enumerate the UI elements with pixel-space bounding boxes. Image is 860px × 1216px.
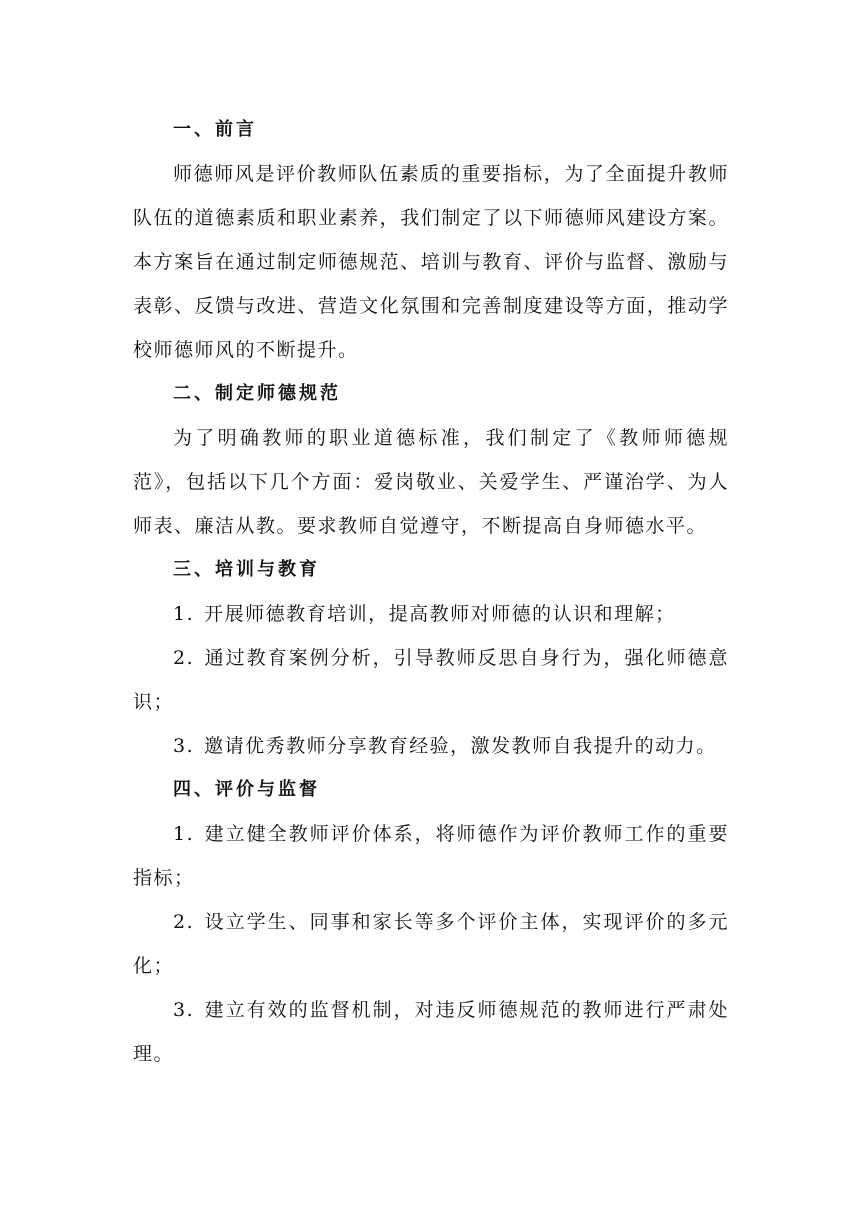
document-body bbox=[133, 108, 729, 1076]
item-text: 开展师德教育培训，提高教师对师德的认识和理解； bbox=[204, 603, 676, 625]
preface-paragraph: 师德师风是评价教师队伍素质的重要指标，为了全面提升教师队伍的道德素质和职业素养，我们制定了以下师德师风建设方案。本方案旨在通过制定师德规范、培训与教育、评价与监督、激励与表彰、反馈与改进、营造文化氛围和完善制度建设等方面，推动学校师德师风的不断提升。 bbox=[133, 163, 729, 361]
item-number: 2. bbox=[173, 647, 195, 669]
item-text: 建立健全教师评价体系，将师德作为评价教师工作的重要指标； bbox=[133, 823, 729, 889]
item-number: 1. bbox=[173, 823, 195, 845]
training-item-2 bbox=[133, 636, 729, 724]
item-number: 2. bbox=[173, 911, 195, 933]
evaluation-item-1 bbox=[133, 812, 729, 900]
section-heading-evaluation: 四、评价与监督 bbox=[173, 779, 320, 800]
item-text: 设立学生、同事和家长等多个评价主体，实现评价的多元化； bbox=[133, 911, 729, 977]
training-item-1 bbox=[133, 592, 729, 636]
section-heading-preface: 一、前言 bbox=[173, 119, 257, 140]
item-number: 1. bbox=[173, 603, 195, 625]
item-text: 通过教育案例分析，引导教师反思自身行为，强化师德意识； bbox=[133, 647, 729, 713]
evaluation-item-2 bbox=[133, 900, 729, 988]
evaluation-item-3 bbox=[133, 988, 729, 1076]
item-text: 邀请优秀教师分享教育经验，激发教师自我提升的动力。 bbox=[204, 735, 717, 757]
section-heading-code-of-ethics: 二、制定师德规范 bbox=[173, 383, 341, 404]
section-heading-training: 三、培训与教育 bbox=[173, 559, 320, 580]
training-item-3 bbox=[133, 724, 729, 768]
code-of-ethics-paragraph: 为了明确教师的职业道德标准，我们制定了《教师师德规范》，包括以下几个方面：爱岗敬业、关爱学生、严谨治学、为人师表、廉洁从教。要求教师自觉遵守，不断提高自身师德水平。 bbox=[133, 427, 729, 537]
item-text: 建立有效的监督机制，对违反师德规范的教师进行严肃处理。 bbox=[133, 999, 729, 1065]
item-number: 3. bbox=[173, 999, 195, 1021]
item-number: 3. bbox=[173, 735, 195, 757]
